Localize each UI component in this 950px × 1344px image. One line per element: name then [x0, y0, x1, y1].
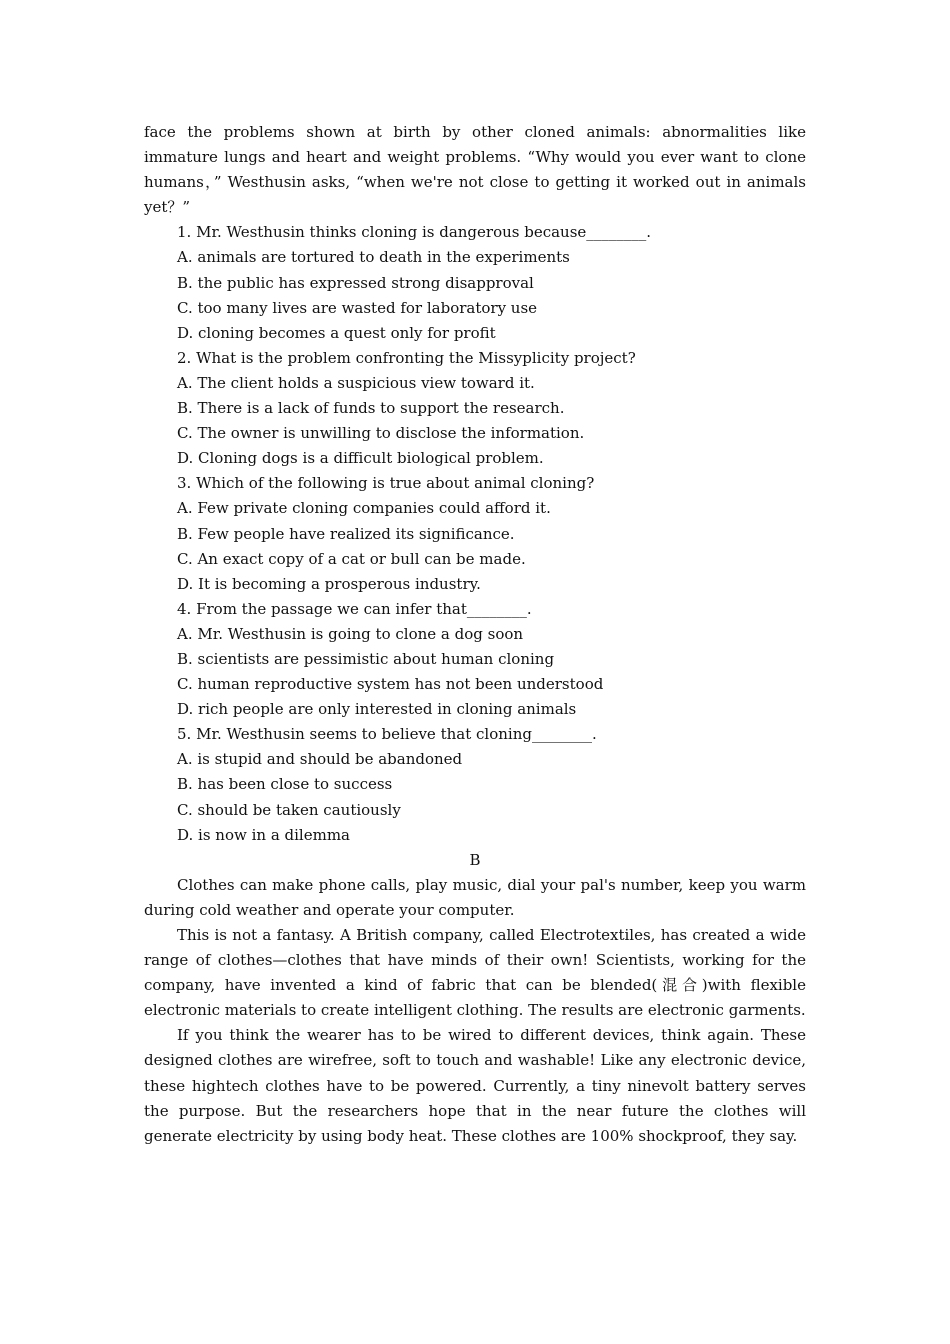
question-stem: 3. Which of the following is true about animal cloning?	[177, 474, 595, 493]
section-b-paragraph-2: This is not a fantasy. A British company, called Electrotextiles, has created a wide range of clothes—clothes that have minds of their own! Scientists, working for the company, have invented a kind of fabric that can be blended(混合)with flexible electronic materials to create intelligent clothing. The results are electronic garments.	[144, 926, 806, 1020]
option-c: C. should be taken cautiously	[177, 800, 401, 819]
option-b: B. has been close to success	[177, 775, 393, 794]
document-page	[144, 120, 806, 1149]
section-b-paragraph-3: If you think the wearer has to be wired to different devices, think again. These designed clothes are wirefree, soft to touch and washable! Like any electronic device, these hightech clothes have to be powered. Currently, a tiny ninevolt battery serves the purpose. But the researchers hope that in the near future the clothes will generate electricity by using body heat. These clothes are 100% shockproof, they say.	[144, 1026, 806, 1145]
option-a: A. The client holds a suspicious view toward it.	[177, 373, 535, 392]
option-b: B. scientists are pessimistic about human cloning	[177, 649, 555, 668]
question-stem: 4. From the passage we can infer that________.	[177, 599, 532, 618]
option-c: C. The owner is unwilling to disclose the information.	[177, 424, 585, 443]
option-a: A. animals are tortured to death in the experiments	[177, 248, 570, 267]
option-c: C. human reproductive system has not been understood	[177, 675, 604, 694]
intro-paragraph: face the problems shown at birth by other cloned animals: abnormalities like immature lungs and heart and weight problems. “Why would you ever want to clone humans，” Westhusin asks, “when we're not close to getting it worked out in animals yet？”	[144, 123, 806, 217]
question-2	[144, 346, 806, 471]
option-b: B. There is a lack of funds to support the research.	[177, 399, 565, 418]
option-a: A. Few private cloning companies could afford it.	[177, 499, 551, 518]
question-3	[144, 471, 806, 596]
option-c: C. too many lives are wasted for laboratory use	[177, 298, 538, 317]
option-d: D. is now in a dilemma	[177, 825, 350, 844]
question-1	[144, 220, 806, 345]
option-b: B. the public has expressed strong disapproval	[177, 273, 534, 292]
section-b-heading: B	[469, 850, 481, 869]
option-c: C. An exact copy of a cat or bull can be made.	[177, 549, 526, 568]
question-4	[144, 597, 806, 722]
option-b: B. Few people have realized its significance.	[177, 524, 515, 543]
option-d: D. rich people are only interested in cloning animals	[177, 700, 577, 719]
question-stem: 5. Mr. Westhusin seems to believe that cloning________.	[177, 725, 597, 744]
option-d: D. Cloning dogs is a difficult biological problem.	[177, 449, 544, 468]
option-d: D. It is becoming a prosperous industry.	[177, 574, 481, 593]
option-d: D. cloning becomes a quest only for profit	[177, 323, 496, 342]
question-5	[144, 722, 806, 847]
section-b-paragraph-1: Clothes can make phone calls, play music, dial your pal's number, keep you warm during cold weather and operate your computer.	[144, 875, 806, 919]
question-stem: 2. What is the problem confronting the Missyplicity project?	[177, 348, 636, 367]
question-stem: 1. Mr. Westhusin thinks cloning is dangerous because________.	[177, 223, 652, 242]
option-a: A. Mr. Westhusin is going to clone a dog soon	[177, 624, 524, 643]
option-a: A. is stupid and should be abandoned	[177, 750, 463, 769]
